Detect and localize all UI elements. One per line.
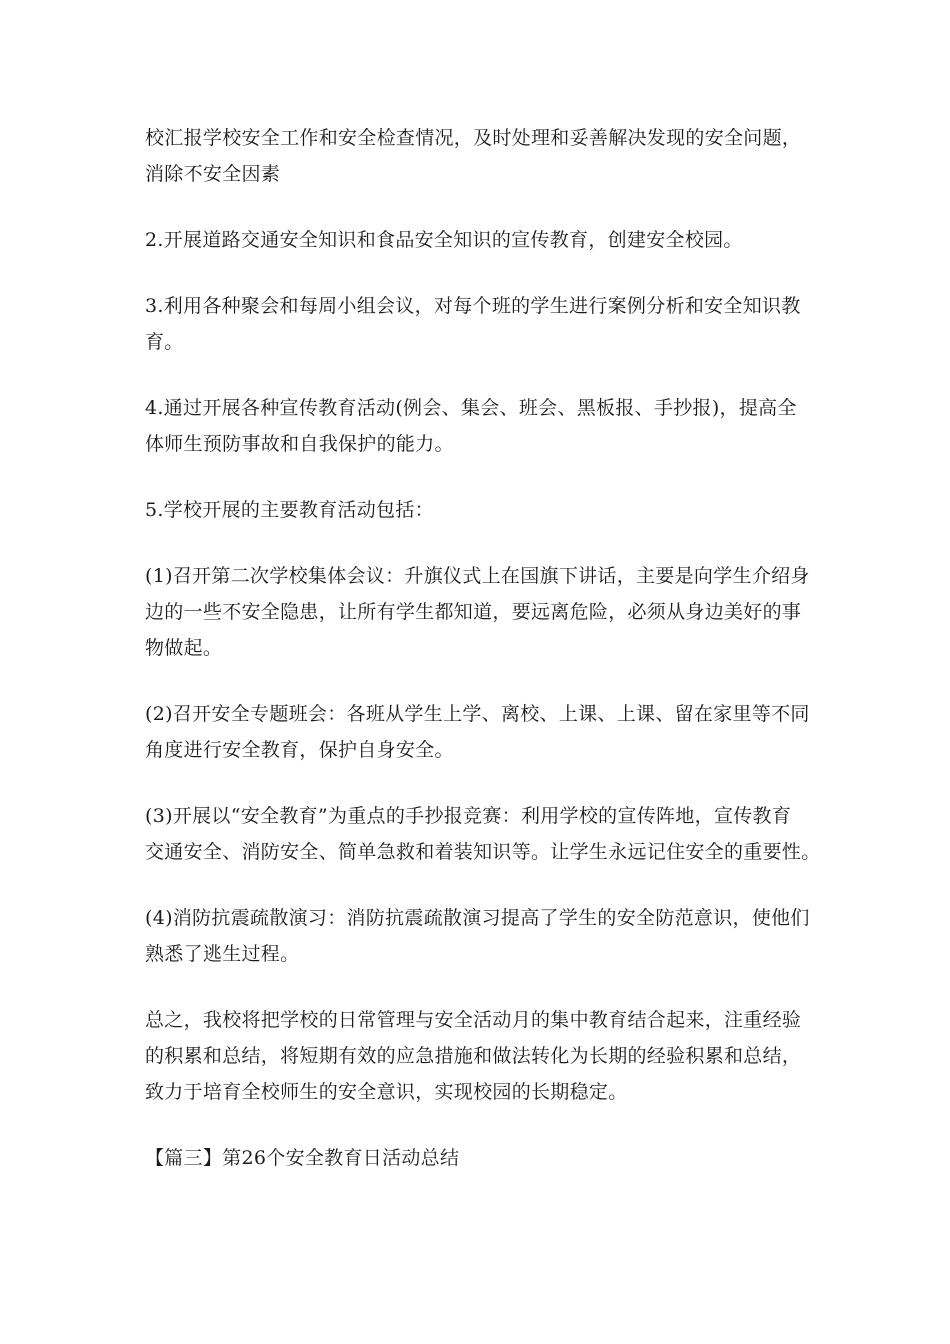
paragraph-item-4 [145, 390, 810, 462]
paragraph-activity-2 [145, 696, 810, 768]
text-line: (4)消防抗震疏散演习：消防抗震疏散演习提高了学生的安全防范意识，使他们 [145, 907, 810, 929]
paragraph-activity-4 [145, 900, 810, 972]
text-line: 体师生预防事故和自我保护的能力。 [145, 433, 454, 455]
paragraph-conclusion [145, 1002, 810, 1110]
text-line: 致力于培育全校师生的安全意识，实现校园的长期稳定。 [145, 1081, 628, 1103]
text-line: 2.开展道路交通安全知识和食品安全知识的宣传教育，创建安全校园。 [145, 229, 743, 251]
paragraph-intro-continuation [145, 120, 810, 192]
text-line: 育。 [145, 331, 184, 353]
paragraph-activity-3 [145, 798, 821, 870]
text-line: 消除不安全因素 [145, 163, 281, 185]
text-line: 总之，我校将把学校的日常管理与安全活动月的集中教育结合起来，注重经验 [145, 1009, 802, 1031]
text-line: 4.通过开展各种宣传教育活动(例会、集会、班会、黑板报、手抄报)，提高全 [145, 397, 797, 419]
document-body [145, 120, 821, 1176]
paragraph-item-3 [145, 288, 810, 360]
text-line: (1)召开第二次学校集体会议：升旗仪式上在国旗下讲话，主要是向学生介绍身 [145, 565, 810, 587]
text-line: 交通安全、消防安全、简单急救和着装知识等。让学生永远记住安全的重要性。 [145, 841, 821, 863]
text-line: 5.学校开展的主要教育活动包括： [145, 499, 434, 521]
text-line: 物做起。 [145, 637, 223, 659]
text-line: (2)召开安全专题班会：各班从学生上学、离校、上课、上课、留在家里等不同 [145, 703, 810, 725]
paragraph-activity-1 [145, 558, 810, 666]
text-line: 熟悉了逃生过程。 [145, 943, 300, 965]
text-line: 3.利用各种聚会和每周小组会议，对每个班的学生进行案例分析和安全知识教 [145, 295, 801, 317]
paragraph-item-2 [145, 222, 810, 258]
text-line: 校汇报学校安全工作和安全检查情况，及时处理和妥善解决发现的安全问题， [145, 127, 802, 149]
text-line: 边的一些不安全隐患，让所有学生都知道，要远离危险，必须从身边美好的事 [145, 601, 802, 623]
text-line: 的积累和总结，将短期有效的应急措施和做法转化为长期的经验积累和总结， [145, 1045, 802, 1067]
paragraph-item-5 [145, 492, 810, 528]
section-heading: 【篇三】第26个安全教育日活动总结 [145, 1147, 460, 1169]
text-line: 角度进行安全教育，保护自身安全。 [145, 739, 454, 761]
text-line: (3)开展以“安全教育”为重点的手抄报竞赛：利用学校的宣传阵地，宣传教育 [145, 805, 792, 827]
